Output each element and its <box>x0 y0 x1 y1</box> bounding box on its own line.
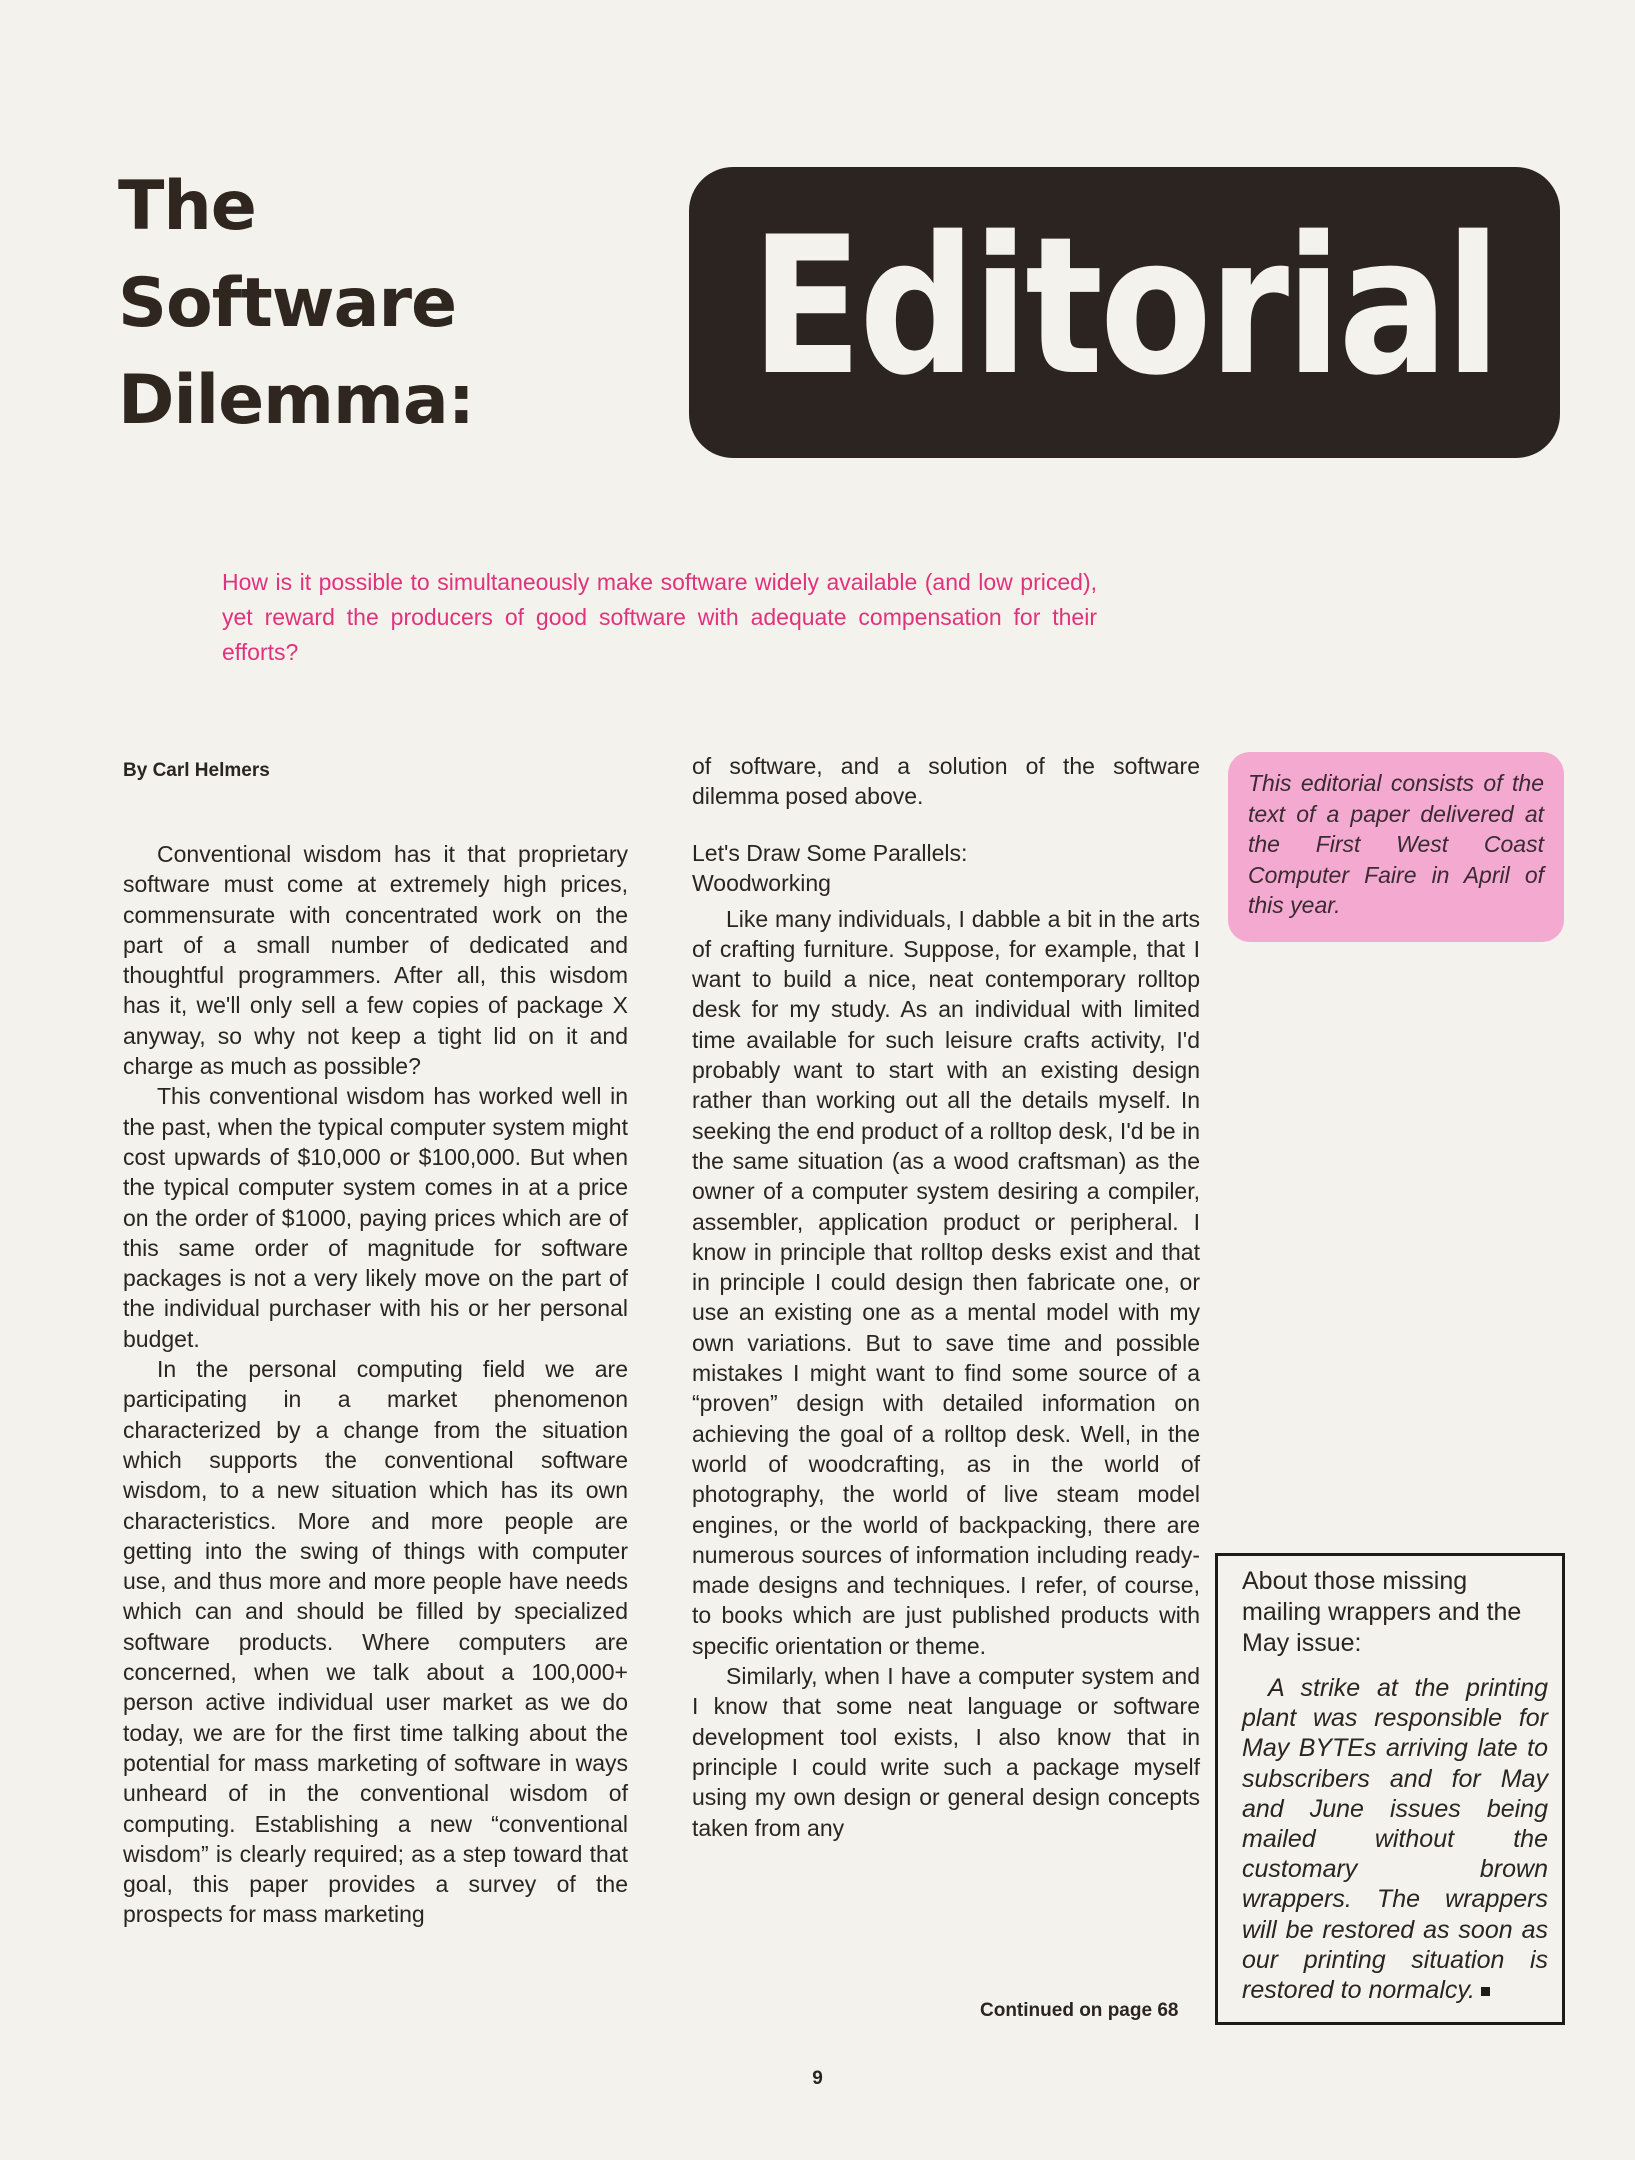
paragraph: In the personal computing field we are participating in a market phenomenon characterized by a change from the situation which supports the conventional software wisdom, to a new situation which has its own characteristics. More and more people are getting into the swing of things with computer use, and thus more and more people have needs which can and should be filled by specialized software products. Where computers are concerned, when we talk about a 100,000+ person active individual user market as we do today, we are for the first time talking about the potential for mass marketing of software in ways unheard of in the conventional wisdom of computing. Establishing a new “conventional wisdom” is clearly required; as a step toward that goal, this paper provides a survey of the prospects for mass marketing <box>123 1356 628 1928</box>
paragraph: Similarly, when I have a computer system and I know that some neat language or software development tool exists, I also know that in principle I could write such a package myself using my own design or general design concepts taken from any <box>692 1663 1200 1841</box>
page-number: 9 <box>812 2068 823 2089</box>
article-title <box>118 158 538 449</box>
section-heading-line-2: Woodworking <box>692 869 831 896</box>
section-heading <box>692 838 1200 898</box>
notice-heading: About those missing mailing wrappers and the May issue: <box>1242 1567 1522 1657</box>
title-line-1: The <box>118 167 256 246</box>
text-column-2 <box>692 751 1200 1843</box>
notice-body <box>1242 1673 1548 2005</box>
section-heading-line-1: Let's Draw Some Parallels: <box>692 839 968 866</box>
article-deck: How is it possible to simultaneously make software widely available (and low priced), yet reward the producers of good software with adequate compensation for their efforts? <box>222 569 1097 665</box>
paragraph: Conventional wisdom has it that proprietary software must come at extremely high prices, commensurate with concentrated work on the part of a small number of dedicated and thoughtful programmers. After all, this wisdom has it, we'll only sell a few copies of package X anyway, so why not keep a tight lid on it and charge as much as possible? <box>123 841 628 1080</box>
title-line-3: Dilemma: <box>118 361 474 440</box>
editorial-banner <box>689 167 1560 458</box>
wrapper-notice-box <box>1215 1553 1565 2025</box>
notice-body-text: A strike at the printing plant was responsible for May BYTEs arriving late to subscribers and for May and June issues being mailed without the customary brown wrappers. The wrappers will be restored as soon as our printing situation is restored to normalcy. <box>1242 1674 1548 2005</box>
paragraph: Like many individuals, I dabble a bit in the arts of crafting furniture. Suppose, for example, that I want to build a nice, neat contemporary rolltop desk for my study. As an individual with limited time available for such leisure crafts activity, I'd probably want to start with an existing design rather than working out all the details myself. In seeking the end product of a rolltop desk, I'd be in the same situation (as a wood craftsman) as the owner of a computer system desiring a compiler, assembler, application product or peripheral. I know in principle that rolltop desks exist and that in principle I could design then fabricate one, or use an existing one as a mental model with my own variations. But to save time and possible mistakes I might want to find some source of a “proven” design with detailed information on achieving the goal of a rolltop desk. Well, in the world of woodcrafting, as in the world of photography, the world of live steam model engines, or the world of backpacking, there are numerous sources of information including ready-made designs and techniques. I refer, of course, to books which are just published products with specific orientation or theme. <box>692 905 1200 1659</box>
editorial-note: This editorial consists of the text of a paper delivered at the First West Coast Computer Faire in April of this year. <box>1228 752 1564 942</box>
continued-notice: Continued on page 68 <box>980 2000 1179 2021</box>
paragraph: of software, and a solution of the software dilemma posed above. <box>692 753 1200 810</box>
title-line-2: Software <box>118 264 457 343</box>
byline: By Carl Helmers <box>123 760 270 781</box>
paragraph: This conventional wisdom has worked well in the past, when the typical computer system might cost upwards of $10,000 or $100,000. But when the typical computer system comes in at a price on the order of $1000, paying prices which are of this same order of magnitude for software packages is not a very likely move on the part of the individual purchaser with his or her personal budget. <box>123 1083 628 1352</box>
text-column-1 <box>123 839 628 1930</box>
end-mark-icon <box>1481 1987 1490 1996</box>
banner-text: Editorial <box>751 195 1498 417</box>
